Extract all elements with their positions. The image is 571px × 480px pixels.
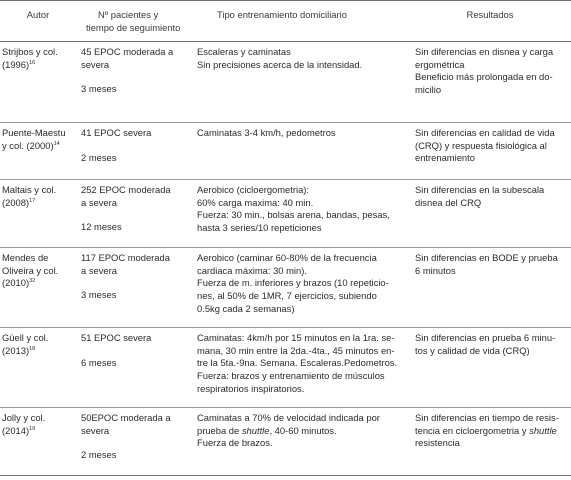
patients-cell: 45 EPOC moderada a severa 3 meses [76,42,191,123]
author-cell: Maltais y col. $(2008)^{17}$ [0,180,76,248]
header-author: Autor [0,1,76,42]
training-cell: Caminatas: 4km/h por 15 minutos en la 1ra. se- mana, 30 min entre la 2da.-4ta., 45 minutos en- tre la 5ta.-9na. Semana. Escaleras.Pedometros. Fuerza: brazos y entrenamiento de músculos respiratorios inspiratorios. [191,328,409,408]
patients-cell: 51 EPOC severa 6 meses [76,328,191,408]
table-row [0,248,571,328]
patients-cell: 50EPOC moderada a severa 2 meses [76,408,191,476]
author-cell: Strijbos y col. $(1996)^{16}$ [0,42,76,123]
table-row [0,123,571,180]
patients-cell: 252 EPOC moderada a severa 12 meses [76,180,191,248]
table-row [0,42,571,123]
header-row [0,1,571,42]
results-cell: Sin diferencias en disnea y carga ergométrica Beneficio más prolongada en do- micilio [409,42,571,123]
results-cell: Sin diferencias en prueba 6 minu- tos y calidad de vida (CRQ) [409,328,571,408]
table-row [0,328,571,408]
table-row [0,408,571,476]
results-cell: Sin diferencias en calidad de vida (CRQ) y respuesta fisiológica al entrenamiento [409,123,571,180]
table-row [0,180,571,248]
header-patients: Nº pacientes y tiempo de seguimiento [76,1,191,42]
training-cell: Caminatas 3-4 km/h, pedometros [191,123,409,180]
patients-cell: 41 EPOC severa 2 meses [76,123,191,180]
training-cell: Aerobico (caminar 60-80% de la frecuencia cardiaca máxima: 30 min). Fuerza de m. inferiores y brazos (10 repeticio- nes, al 50% de 1MR, 7 ejercicios, subiendo 0.5kg cada 2 semanas) [191,248,409,328]
training-cell: Escaleras y caminatas Sin precisiones acerca de la intensidad. [191,42,409,123]
results-cell: Sin diferencias en la subescala disnea del CRQ [409,180,571,248]
results-cell: Sin diferencias en tiempo de resis- tencia en cicloergometria y shuttle resistencia [409,408,571,476]
author-cell: Mendes de Oliveira y col. $(2010)^{32}$ [0,248,76,328]
results-cell: Sin diferencias en BODE y prueba 6 minutos [409,248,571,328]
header-training: Tipo entrenamiento domiciliario [191,1,409,42]
header-results: Resultados [409,1,571,42]
author-cell: Puente-Maestu y col. $(2000)^{14}$ [0,123,76,180]
author-cell: Jolly y col. $(2014)^{19}$ [0,408,76,476]
author-cell: Güell y col. $(2013)^{18}$ [0,328,76,408]
training-cell: Aerobico (cicloergometria): 60% carga maxima: 40 min. Fuerza: 30 min., bolsas arena, bandas, pesas, hasta 3 series/10 repeticiones [191,180,409,248]
patients-cell: 117 EPOC moderada a severa 3 meses [76,248,191,328]
training-cell: Caminatas a 70% de velocidad indicada por prueba de shuttle, 40-60 minutos. Fuerza de brazos. [191,408,409,476]
